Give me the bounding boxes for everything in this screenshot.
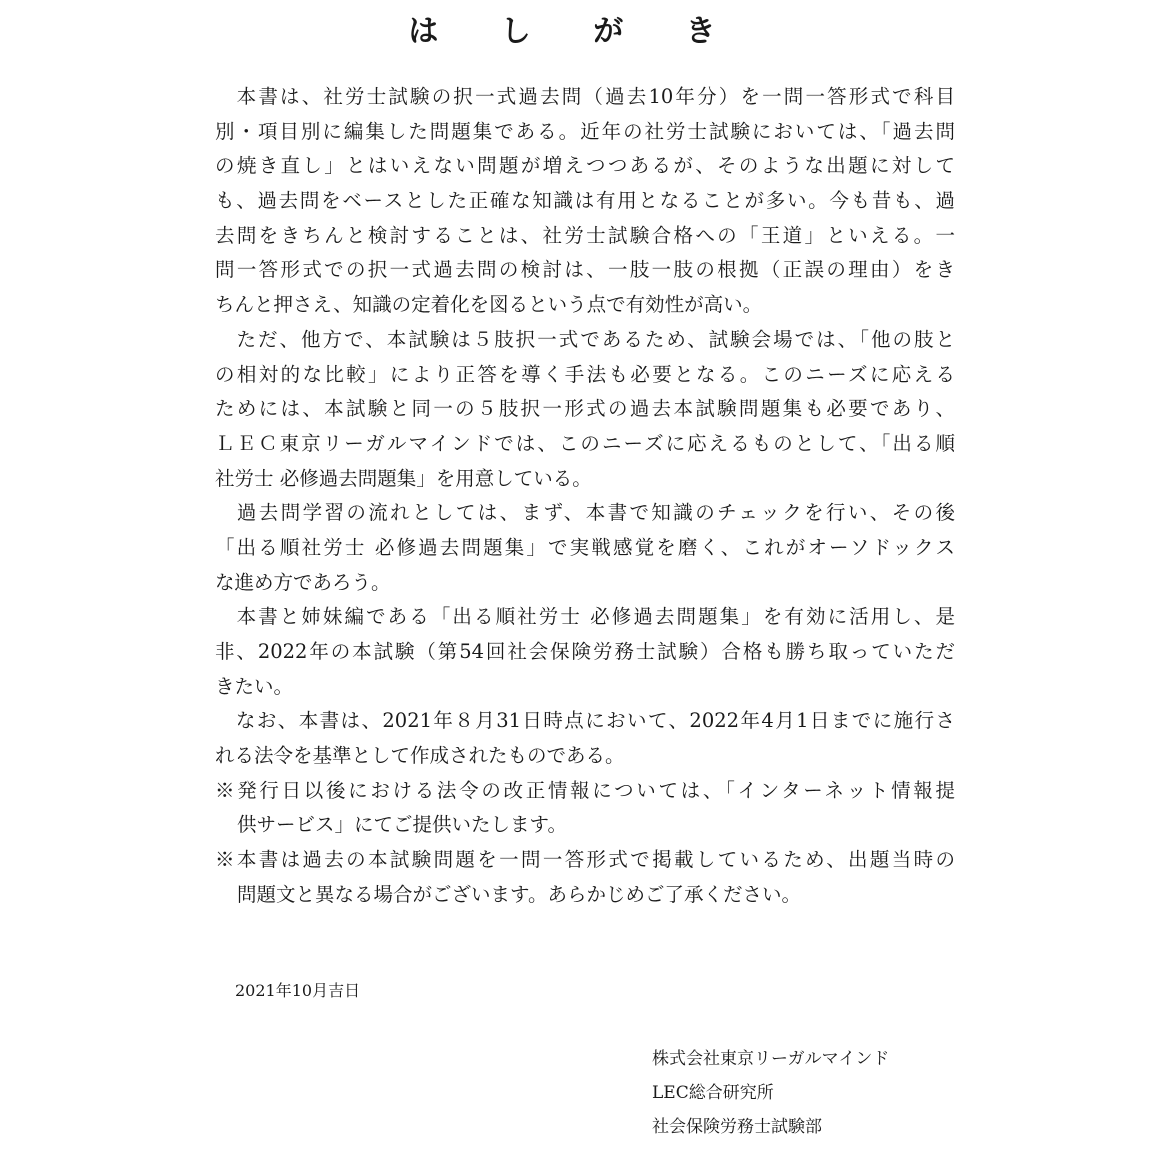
- body-line: ちんと押さえ、知識の定着化を図るという点で有効性が高い。: [215, 293, 763, 317]
- body-line: きたい。: [215, 674, 294, 698]
- signature-department: 社会保険労務士試験部: [652, 1117, 822, 1137]
- preface-body: [215, 80, 955, 913]
- body-line: 非、2022年の本試験（第54回社会保険労務士試験）合格も勝ち取っていただ: [215, 640, 955, 663]
- signature-institute: LEC総合研究所: [652, 1083, 774, 1103]
- body-line: 去問をきちんと検討することは、社労士試験合格への「王道」といえる。一: [215, 223, 955, 247]
- signature-block: [652, 1042, 972, 1144]
- body-line: の焼き直し」とはいえない問題が増えつつあるが、そのような出題に対して: [215, 154, 955, 178]
- page-title: は し が き: [408, 14, 742, 49]
- note-line: 問題文と異なる場合がございます。あらかじめご了承ください。: [237, 882, 801, 906]
- body-line: も、過去問をベースとした正確な知識は有用となることが多い。今も昔も、過: [215, 189, 955, 213]
- note-line: ※発行日以後における法令の改正情報については、「インターネット情報提: [215, 778, 955, 802]
- body-line: 「出る順社労士 必修過去問題集」で実戦感覚を磨く、これがオーソドックス: [215, 535, 955, 559]
- body-line: 別・項目別に編集した問題集である。近年の社労士試験においては、「過去問: [215, 119, 955, 143]
- body-line: の相対的な比較」により正答を導く手法も必要となる。このニーズに応える: [215, 362, 955, 386]
- note-line: ※本書は過去の本試験問題を一問一答形式で掲載しているため、出題当時の: [215, 848, 955, 872]
- body-line: ためには、本試験と同一の５肢択一形式の過去本試験問題集も必要であり、: [215, 397, 955, 421]
- body-line: 本書と姉妹編である「出る順社労士 必修過去問題集」を有効に活用し、是: [215, 605, 955, 629]
- body-line: れる法令を基準として作成されたものである。: [215, 744, 625, 768]
- body-line: 社労士 必修過去問題集」を用意している。: [215, 466, 592, 490]
- body-line: 本書は、社労士試験の択一式過去問（過去10年分）を一問一答形式で科目: [215, 85, 955, 108]
- body-line: 過去問学習の流れとしては、まず、本書で知識のチェックを行い、その後: [215, 501, 955, 525]
- body-line: な進め方であろう。: [215, 570, 391, 594]
- note-line: 供サービス」にてご提供いたします。: [237, 813, 567, 837]
- signature-company: 株式会社東京リーガルマインド: [652, 1049, 890, 1069]
- preface-date: 2021年10月吉日: [235, 981, 361, 1000]
- body-line: 問一答形式での択一式過去問の検討は、一肢一肢の根拠（正誤の理由）をき: [215, 258, 955, 282]
- body-line: ＬＥＣ東京リーガルマインドでは、このニーズに応えるものとして、「出る順: [215, 431, 955, 455]
- body-line: ただ、他方で、本試験は５肢択一式であるため、試験会場では、「他の肢と: [215, 327, 955, 351]
- body-line: なお、本書は、2021年８月31日時点において、2022年4月1日までに施行さ: [215, 709, 955, 733]
